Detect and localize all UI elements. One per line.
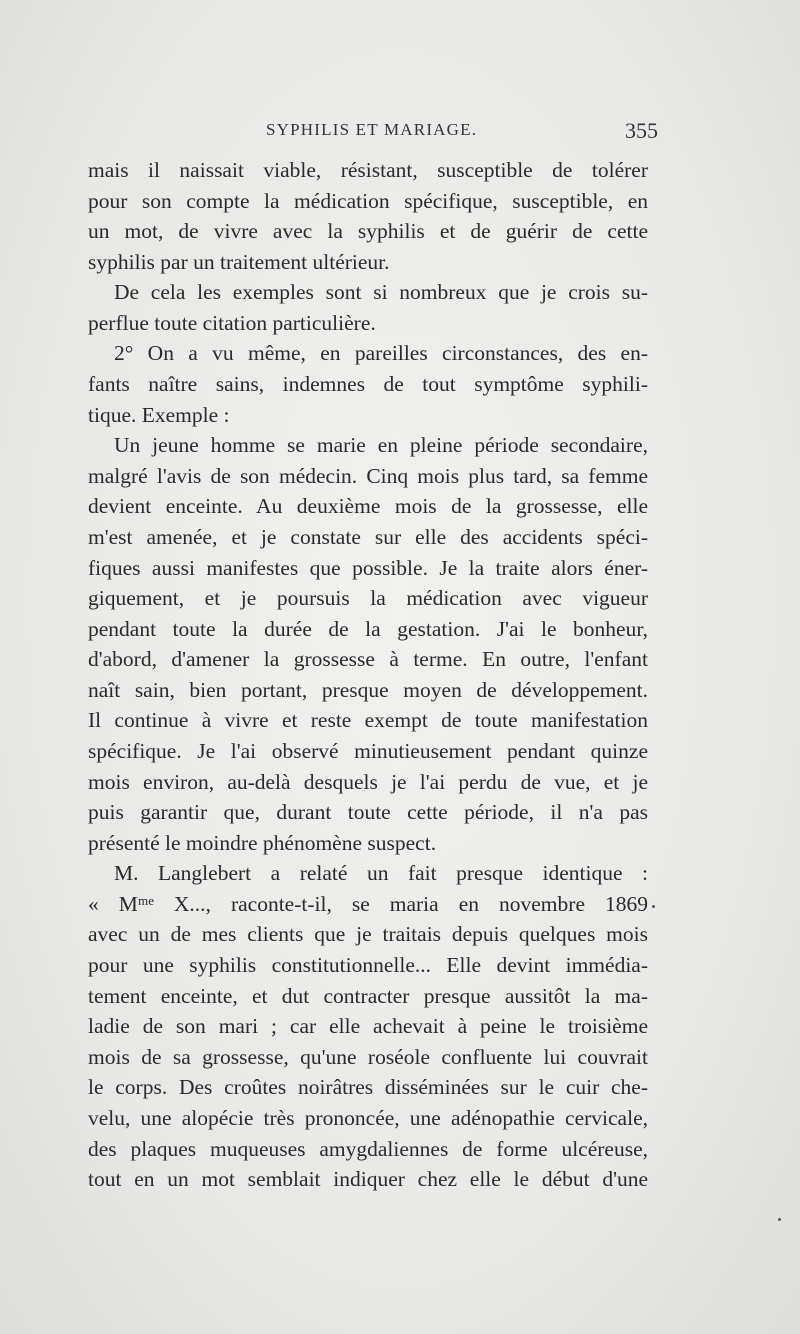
- text-line: giquement, et je poursuis la médication avec vigueur: [88, 586, 648, 611]
- text-line: naît sain, bien portant, presque moyen de développement.: [88, 677, 648, 702]
- text-line: devient enceinte. Au deuxième mois de la grossesse, elle: [88, 494, 648, 519]
- text-line: m'est amenée, et je constate sur elle des accidents spéci-: [88, 524, 648, 549]
- text-line: M. Langlebert a relaté un fait presque identique :: [114, 861, 648, 886]
- text-line: pour son compte la médication spécifique, susceptible, en: [88, 188, 648, 213]
- text-line: mois de sa grossesse, qu'une roséole confluente lui couvrait: [88, 1044, 648, 1069]
- text-line: mais il naissait viable, résistant, susceptible de tolérer: [88, 158, 648, 182]
- text-line: Il continue à vivre et reste exempt de toute manifestation: [88, 708, 648, 733]
- text-line: perflue toute citation particulière.: [88, 310, 376, 335]
- ink-speck: [652, 905, 655, 908]
- ink-speck: [778, 1218, 781, 1221]
- text-line: fiques aussi manifestes que possible. Je la traite alors éner-: [88, 555, 648, 580]
- text-line: De cela les exemples sont si nombreux que je crois su-: [114, 280, 648, 305]
- page-number: 355: [625, 118, 658, 143]
- text-line: mois environ, au-delà desquels je l'ai perdu de vue, et je: [88, 769, 648, 794]
- text-line: tique. Exemple :: [88, 402, 230, 427]
- text-line: des plaques muqueuses amygdaliennes de forme ulcéreuse,: [88, 1136, 648, 1161]
- text-line: Un jeune homme se marie en pleine période secondaire,: [114, 433, 648, 458]
- text-line: d'abord, d'amener la grossesse à terme. En outre, l'enfant: [88, 647, 648, 672]
- text-line: « Mᵐᵉ X..., raconte-t-il, se maria en novembre 1869: [88, 891, 648, 916]
- text-line: tement enceinte, et dut contracter presque aussitôt la ma-: [88, 983, 648, 1008]
- text-line: syphilis par un traitement ultérieur.: [88, 249, 390, 274]
- text-line: ladie de son mari ; car elle achevait à peine le troisième: [88, 1014, 648, 1039]
- text-line: présenté le moindre phénomène suspect.: [88, 830, 437, 855]
- text-line: pendant toute la durée de la gestation. J'ai le bonheur,: [88, 616, 648, 641]
- text-line: puis garantir que, durant toute cette période, il n'a pas: [88, 800, 648, 825]
- text-line: spécifique. Je l'ai observé minutieusement pendant quinze: [88, 738, 648, 763]
- text-line: 2° On a vu même, en pareilles circonstances, des en-: [114, 341, 648, 366]
- text-line: fants naître sains, indemnes de tout symptôme syphili-: [88, 372, 648, 397]
- text-line: malgré l'avis de son médecin. Cinq mois plus tard, sa femme: [88, 463, 648, 488]
- text-line: velu, une alopécie très prononcée, une adénopathie cervicale,: [88, 1105, 648, 1130]
- text-line: le corps. Des croûtes noirâtres disséminées sur le cuir che-: [88, 1075, 648, 1100]
- text-line: tout en un mot semblait indiquer chez elle le début d'une: [88, 1167, 648, 1192]
- running-title: SYPHILIS ET MARIAGE.: [266, 120, 478, 139]
- text-line: pour une syphilis constitutionnelle... Elle devint immédia-: [88, 953, 648, 978]
- text-line: un mot, de vivre avec la syphilis et de guérir de cette: [88, 219, 648, 244]
- text-line: avec un de mes clients que je traitais depuis quelques mois: [88, 922, 648, 947]
- running-head: [88, 120, 658, 150]
- body-text: [88, 155, 648, 1195]
